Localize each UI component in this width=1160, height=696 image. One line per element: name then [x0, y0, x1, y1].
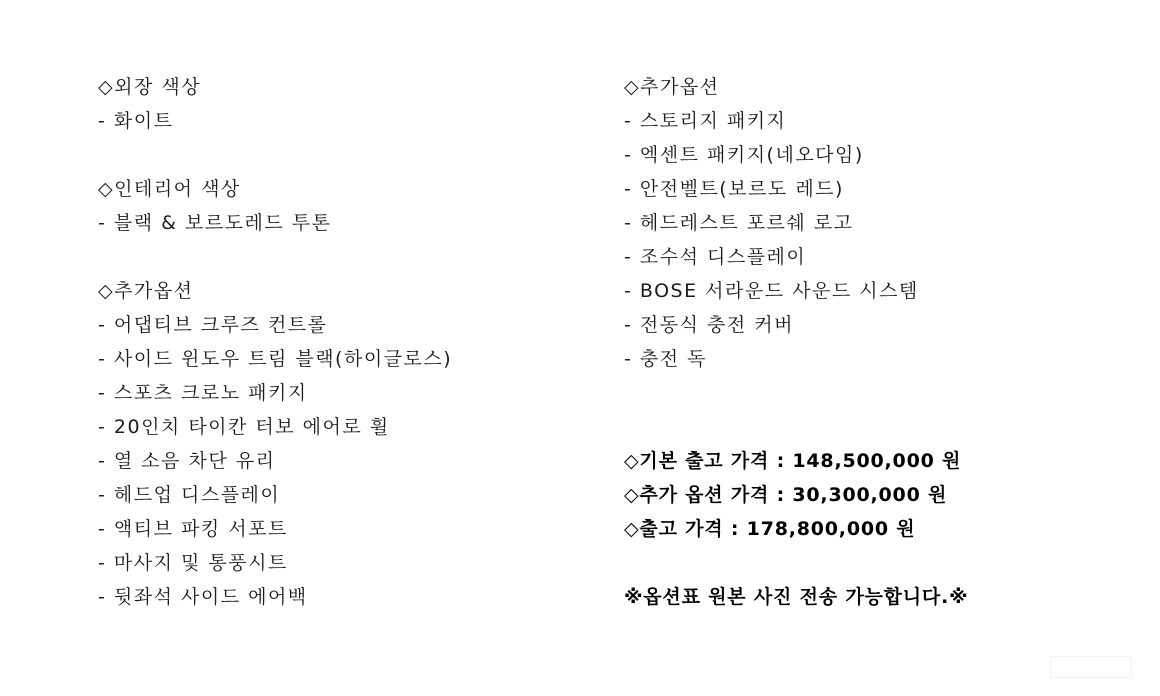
- option-item: - 전동식 충전 커버: [624, 314, 794, 336]
- base-price: ◇기본 출고 가격 : 148,500,000 원: [624, 450, 962, 472]
- spacer: [98, 240, 578, 274]
- spacer: [98, 138, 578, 172]
- watermark: [1050, 656, 1132, 678]
- option-item: - 20인치 타이칸 터보 에어로 휠: [98, 416, 390, 438]
- exterior-color-heading: ◇외장 색상: [98, 76, 202, 98]
- option-item: - 안전벨트(보르도 레드): [624, 178, 844, 200]
- option-item: - 어댑티브 크루즈 컨트롤: [98, 314, 328, 336]
- option-item: - 헤드업 디스플레이: [98, 484, 281, 506]
- spacer: [624, 410, 1124, 444]
- options-heading-right: ◇추가옵션: [624, 76, 720, 98]
- option-price: ◇추가 옵션 가격 : 30,300,000 원: [624, 484, 948, 506]
- left-column: [98, 70, 578, 614]
- option-item: - 열 소음 차단 유리: [98, 450, 276, 472]
- spacer: [624, 546, 1124, 580]
- option-item: - BOSE 서라운드 사운드 시스템: [624, 280, 919, 302]
- option-item: - 엑센트 패키지(네오다임): [624, 144, 864, 166]
- interior-color-heading: ◇인테리어 색상: [98, 178, 241, 200]
- option-item: - 뒷좌석 사이드 에어백: [98, 586, 308, 608]
- original-photo-note: ※옵션표 원본 사진 전송 가능합니다.※: [624, 586, 969, 608]
- option-item: - 스토리지 패키지: [624, 110, 787, 132]
- interior-color-value: - 블랙 & 보르도레드 투톤: [98, 212, 332, 234]
- option-item: - 충전 독: [624, 348, 707, 370]
- option-item: - 조수석 디스플레이: [624, 246, 807, 268]
- options-heading-left: ◇추가옵션: [98, 280, 194, 302]
- option-item: - 헤드레스트 포르쉐 로고: [624, 212, 854, 234]
- option-item: - 마사지 및 통풍시트: [98, 552, 288, 574]
- right-column: [624, 70, 1124, 614]
- exterior-color-value: - 화이트: [98, 110, 174, 132]
- option-item: - 스포츠 크로노 패키지: [98, 382, 308, 404]
- option-item: - 사이드 윈도우 트림 블랙(하이글로스): [98, 348, 453, 370]
- option-item: - 액티브 파킹 서포트: [98, 518, 288, 540]
- spacer: [624, 376, 1124, 410]
- total-price: ◇출고 가격 : 178,800,000 원: [624, 518, 916, 540]
